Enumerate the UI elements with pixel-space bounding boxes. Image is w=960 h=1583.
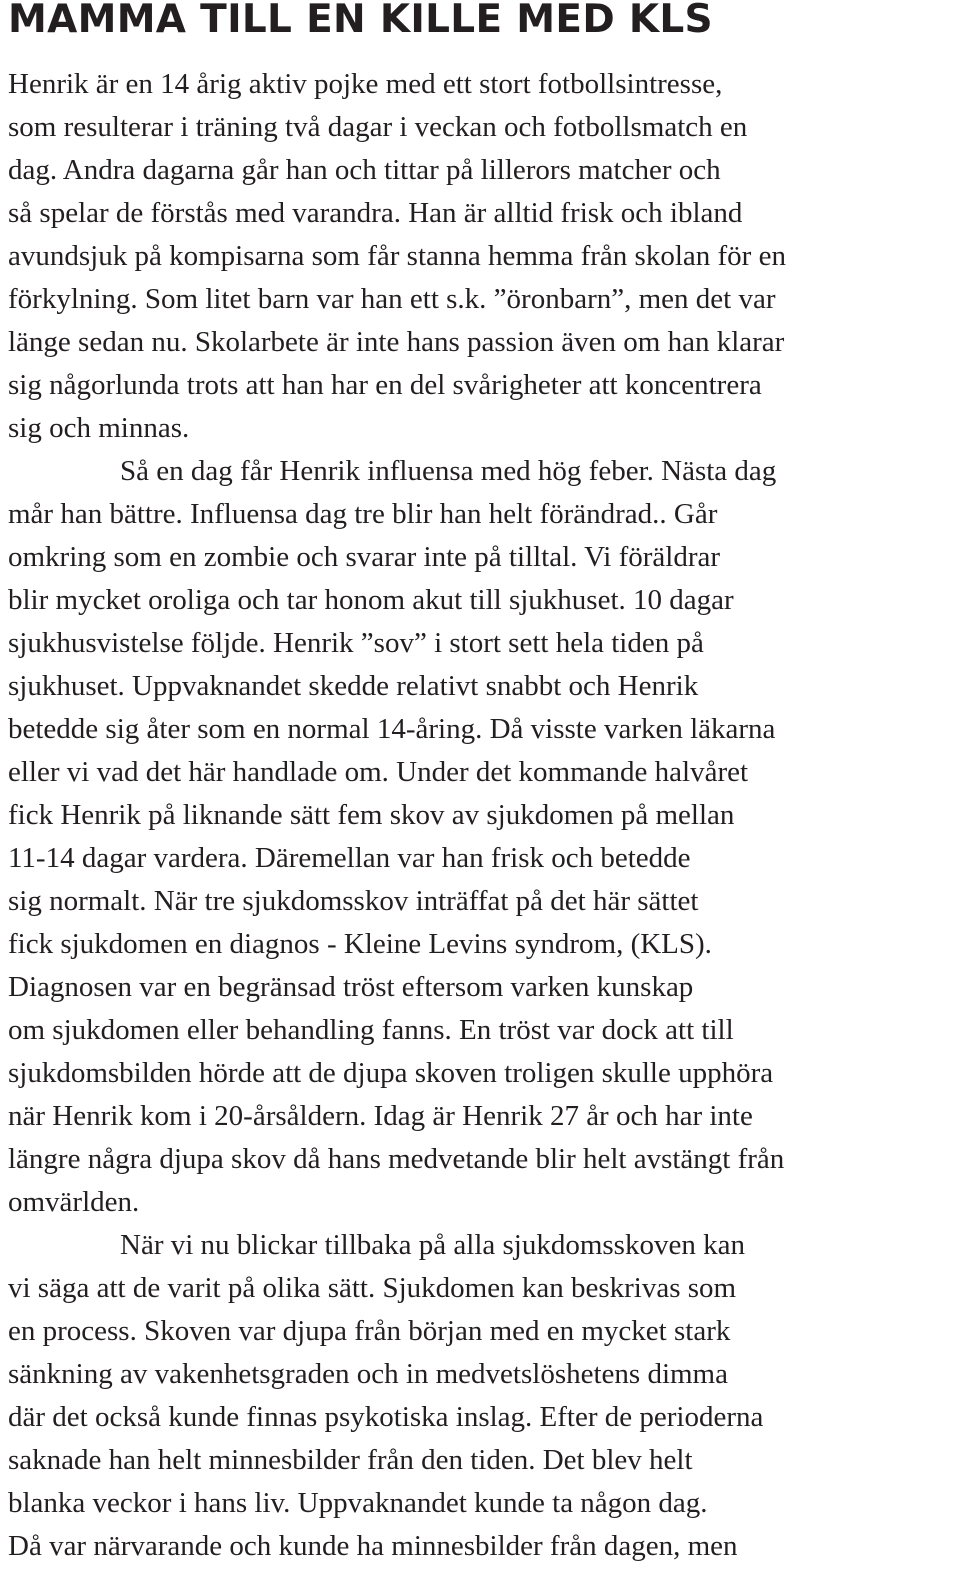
- text-line: som resulterar i träning två dagar i veckan och fotbollsmatch en: [8, 111, 748, 143]
- text-line: Diagnosen var en begränsad tröst eftersom varken kunskap: [8, 971, 694, 1003]
- text-line: saknade han helt minnesbilder från den tiden. Det blev helt: [8, 1444, 693, 1476]
- paragraph-start-line: När vi nu blickar tillbaka på alla sjukdomsskoven kan: [120, 1229, 745, 1261]
- text-line: sig någorlunda trots att han har en del svårigheter att koncentrera: [8, 369, 762, 401]
- text-line: blanka veckor i hans liv. Uppvaknandet kunde ta någon dag.: [8, 1487, 708, 1519]
- text-line: fick Henrik på liknande sätt fem skov av sjukdomen på mellan: [8, 799, 735, 831]
- text-line: så spelar de förstås med varandra. Han är alltid frisk och ibland: [8, 197, 743, 229]
- text-line: när Henrik kom i 20-årsåldern. Idag är Henrik 27 år och har inte: [8, 1100, 753, 1132]
- text-line: omvärlden.: [8, 1186, 140, 1218]
- text-line: dag. Andra dagarna går han och tittar på lillerors matcher och: [8, 154, 721, 186]
- text-line: omkring som en zombie och svarar inte på tilltal. Vi föräldrar: [8, 541, 721, 573]
- text-line: betedde sig åter som en normal 14-åring. Då visste varken läkarna: [8, 713, 776, 745]
- text-line: fick sjukdomen en diagnos - Kleine Levins syndrom, (KLS).: [8, 928, 712, 960]
- text-line: sänkning av vakenhetsgraden och in medvetslöshetens dimma: [8, 1358, 728, 1390]
- text-line: mår han bättre. Influensa dag tre blir han helt förändrad.. Går: [8, 498, 718, 530]
- text-line: länge sedan nu. Skolarbete är inte hans passion även om han klarar: [8, 326, 785, 358]
- article-title: MAMMA TILL EN KILLE MED KLS: [8, 0, 713, 42]
- text-line: eller vi vad det här handlade om. Under det kommande halvåret: [8, 756, 749, 788]
- text-line: sjukhuset. Uppvaknandet skedde relativt snabbt och Henrik: [8, 670, 699, 702]
- text-line: Då var närvarande och kunde ha minnesbilder från dagen, men: [8, 1530, 738, 1562]
- text-line: avundsjuk på kompisarna som får stanna hemma från skolan för en: [8, 240, 786, 272]
- text-line: sig normalt. När tre sjukdomsskov inträffat på det här sättet: [8, 885, 699, 917]
- text-line: 11-14 dagar vardera. Däremellan var han frisk och betedde: [8, 842, 691, 874]
- text-line: blir mycket oroliga och tar honom akut till sjukhuset. 10 dagar: [8, 584, 734, 616]
- text-line: längre några djupa skov då hans medvetande blir helt avstängt från: [8, 1143, 785, 1175]
- text-line: där det också kunde finnas psykotiska inslag. Efter de perioderna: [8, 1401, 764, 1433]
- text-line: vi säga att de varit på olika sätt. Sjukdomen kan beskrivas som: [8, 1272, 737, 1304]
- text-line: sjukdomsbilden hörde att de djupa skoven troligen skulle upphöra: [8, 1057, 774, 1089]
- text-line: sig och minnas.: [8, 412, 190, 444]
- text-line: om sjukdomen eller behandling fanns. En tröst var dock att till: [8, 1014, 734, 1046]
- text-line: sjukhusvistelse följde. Henrik ”sov” i stort sett hela tiden på: [8, 627, 704, 659]
- paragraph-start-line: Så en dag får Henrik influensa med hög feber. Nästa dag: [120, 455, 777, 487]
- text-line: Henrik är en 14 årig aktiv pojke med ett stort fotbollsintresse,: [8, 68, 723, 100]
- text-line: förkylning. Som litet barn var han ett s.k. ”öronbarn”, men det var: [8, 283, 776, 315]
- text-line: en process. Skoven var djupa från början med en mycket stark: [8, 1315, 731, 1347]
